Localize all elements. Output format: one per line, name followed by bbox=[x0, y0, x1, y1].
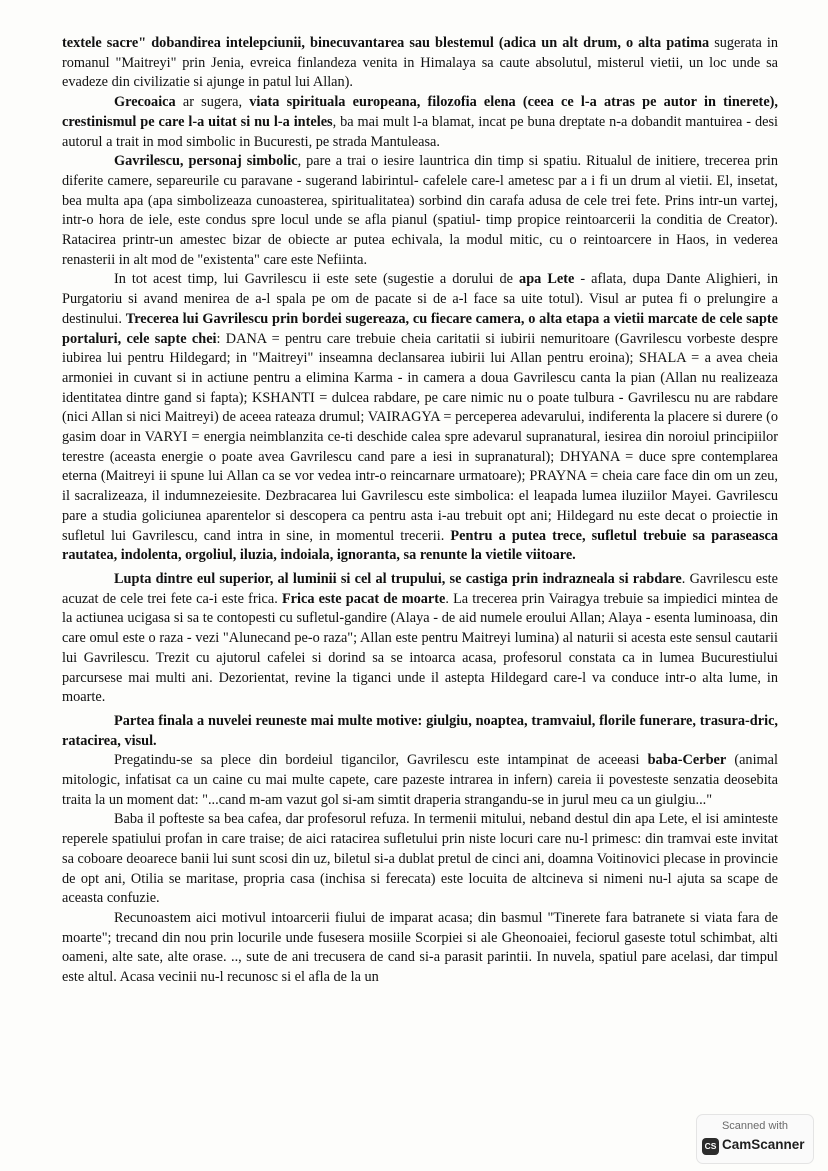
text-run: sugerata in romanul "Maitreyi" prin Jenia, evreica finlandeza venita in Himalaya sa caute absolutul, misterul vietii, un loc unde sa evadeze din civilizatie si ajunge in patul lui Allan). bbox=[62, 35, 779, 91]
bold-text: Partea finala a nuvelei reuneste mai multe motive: giulgiu, noaptea, tramvaiul, florile funerare, trasura-dric, ratacirea, visul. bbox=[62, 712, 778, 749]
bold-text: viata spirituala europeana, filozofia elena (ceea ce l-a atras pe autor in tinerete), crestinismul pe care l-a uitat si nu l-a inteles bbox=[62, 94, 779, 130]
text-run: In tot acest timp, lui Gavrilescu ii este sete (sugestie a dorului de bbox=[114, 271, 520, 288]
camscanner-watermark bbox=[696, 1114, 814, 1164]
paragraph bbox=[62, 751, 778, 810]
bold-text: Pentru a putea trece, sufletul trebuie sa paraseasca rautatea, indolenta, orgoliul, iluzia, indoiala, ignoranta, sa renunte la vietile viitoare. bbox=[62, 527, 778, 564]
text-run: Recunoastem aici motivul intoarcerii fiului de imparat acasa; din basmul "Tinerete fara batranete si viata fara de moarte"; trecand din nou prin locurile unde fusesera mosiile Scorpiei si ale Gheonoaiei, feciorul gaseste totul schimbat, alti oameni, alte sate, alte orase. .., sute de ani trecusera de cand si-a parasit parintii. In nuvela, spatiul pare acelasi, dar timpul este altul. Acasa vecinii nu-l recunosc si el afla de la un bbox=[62, 909, 778, 986]
text-run: Pregatindu-se sa plece din bordeiul tigancilor, Gavrilescu este intampinat de aceeasi bbox=[114, 752, 648, 769]
paragraph bbox=[62, 810, 778, 909]
paragraph bbox=[62, 34, 778, 93]
text-run: Baba il pofteste sa bea cafea, dar profesorul refuza. In termenii mitului, neband destul din apa Lete, el isi aminteste reperele spatiului profan in care traise; de aici ratacirea sufletului prin niste locuri care nu-l primesc: din tramvai este invitat sa coboare deoarece banii lui sunt scosi din uz, biletul si-a dublat pretul de cinci ani, doamna Voitinovici plecase in provincie de opt ani, Otilia se maritase, propria casa (inchisa si ferecata) este locuita de altcineva si nimeni nu-l ajuta sa scape de aceasta confuzie. bbox=[62, 811, 778, 907]
bold-text: Grecoaica bbox=[114, 94, 176, 111]
paragraph bbox=[62, 712, 778, 751]
text-run: . La trecerea prin Vairagya trebuie sa impiedici mintea de la actiunea ucigasa si sa te contopesti cu sufletul-gandire (Alaya - de aid numele eroului Allan; Alaya - esenta luminoasa, din care omul este o raza - vezi "Alunecand pe-o raza"; Allan este pentru Maitreyi lumina) al naturii si acesta este sensul cautarii lui Gavrilescu. Trezit cu ajutorul cafelei si dorind sa se intoarca acasa, profesorul constata ca in lumea Bucurestiului parcursese mai multi ani. Dezorientat, revine la tiganci unde il astepta Hildegard care-l va conduce intr-o alta lume, in moarte. bbox=[62, 590, 778, 706]
bold-text: textele sacre" dobandirea intelepciunii, binecuvantarea sau blestemul (adica un alt drum, o alta patima bbox=[62, 35, 710, 51]
bold-text: Trecerea lui Gavrilescu prin bordei sugereaza, cu fiecare camera, o alta etapa a vietii marcate de cele sapte portaluri, cele sapte chei bbox=[62, 310, 779, 347]
document-body bbox=[62, 34, 778, 988]
paragraph bbox=[62, 93, 778, 152]
bold-text: Lupta dintre eul superior, al luminii si cel al trupului, se castiga prin indrazneala si rabdare bbox=[114, 570, 682, 587]
bold-text: baba-Cerber bbox=[647, 752, 727, 769]
text-run: : DANA = pentru care trebuie cheia caritatii si iubirii nemuritoare (Gavrilescu vorbeste despre iubirea lui pentru Hildegard; in "Maitreyi" inseamna declansarea iubirii lui Allan pentru eroina); SHALA = a avea cheia armoniei in cuvant si in actiune pentru a elimina Karma - in camera a doua Gavrilescu canta la pian (Allan nu realizeaza identitatea dintre gand si fapta); KSHANTI = dulcea rabdare, pe care nimic nu o poate tulbura - Gavrilescu nu are rabdare (nici Allan si nici Maitreyi) de aceea rateaza drumul; VAIRAGYA = perceperea adevarului, indiferenta la placere si durere (o gasim doar in VARYI = energia neimblanzita ce-ti deschide calea spre adevarul supranatural, iesirea din noroiul principiilor terestre (aceasta energie o poate avea Gavrilescu cand pare a iesi in supranatural); DHYANA = duce spre contemplarea eterna (Maitreyi ii spune lui Allan ca se vor vedea intr-o reincarnare urmatoare); PRAYNA = cheia care face din om un zeu, il sacralizeaza, il indumnezeiesite. Dezbracarea lui Gavrilescu este simbolica: el leapada lumea iluziilor Mayei. Gavrilescu pare a studia goliciunea aparentelor si descopera ca pentru asta i-au trebuit opt ani; Hildegard nu este decat o proiectie in sufletul lui Gavrilescu, cand intra in sine, in momentul trecerii. bbox=[62, 330, 778, 544]
text-run: , pare a trai o iesire launtrica din timp si spatiu. Ritualul de initiere, trecerea prin diferite camere, separeurile cu paravane - sugerand labirintul- cafelele care-l ametesc par a i fi un drum al vietii. El, insetat, bea multa apa (apa simbolizeaza cunoasterea, spiritualitatea) sorbind din carafa adusa de cele trei fete. Prins intr-un vartej, intr-o hora de iele, este condus spre locul unde se afla pianul (spatiul- timp propice reintoarcerii la conditia de Creator). Ratacirea printr-un amestec bizar de obiecte ar putea echivala, la modul mitic, cu o reintoarcere in Haos, in vederea renasterii in alt mod de "existenta" care este Nefiinta. bbox=[62, 153, 778, 268]
paragraph bbox=[62, 570, 778, 708]
bold-text: Gavrilescu, personaj simbolic bbox=[114, 153, 298, 170]
camscanner-logo-icon: CS bbox=[702, 1138, 719, 1155]
bold-text: apa Lete bbox=[519, 271, 575, 288]
text-run: . Gavrilescu este acuzat de cele trei fete ca-i este frica. bbox=[62, 570, 778, 607]
watermark-brand: CamScanner bbox=[722, 1137, 805, 1152]
paragraph bbox=[62, 270, 778, 566]
bold-text: Frica este pacat de moarte bbox=[281, 590, 446, 607]
text-run: (animal mitologic, infatisat ca un caine cu mai multe capete, care pazeste intrarea in infern) careia ii povesteste senzatia deosebita traita la un moment dat: "...cand m-am vazut gol si-am simtit draperia strangandu-se in jurul meu ca un giulgiu..." bbox=[62, 752, 778, 808]
text-run: , ba mai mult l-a blamat, incat pe buna dreptate n-a dobandit mantuirea - desi autorul a trait in mod simbolic in Bucuresti, pe strada Mantuleasa. bbox=[62, 113, 779, 150]
text-run: - aflata, dupa Dante Alighieri, in Purgatoriu si avand menirea de a-l spala pe om de pacate si de a-l face sa uite totul). Visul ar putea fi o prelungire a destinului. bbox=[62, 271, 778, 327]
paragraph bbox=[62, 909, 778, 988]
watermark-caption: Scanned with bbox=[721, 1120, 789, 1132]
paragraph bbox=[62, 152, 778, 270]
text-run: ar sugera, bbox=[175, 94, 250, 111]
